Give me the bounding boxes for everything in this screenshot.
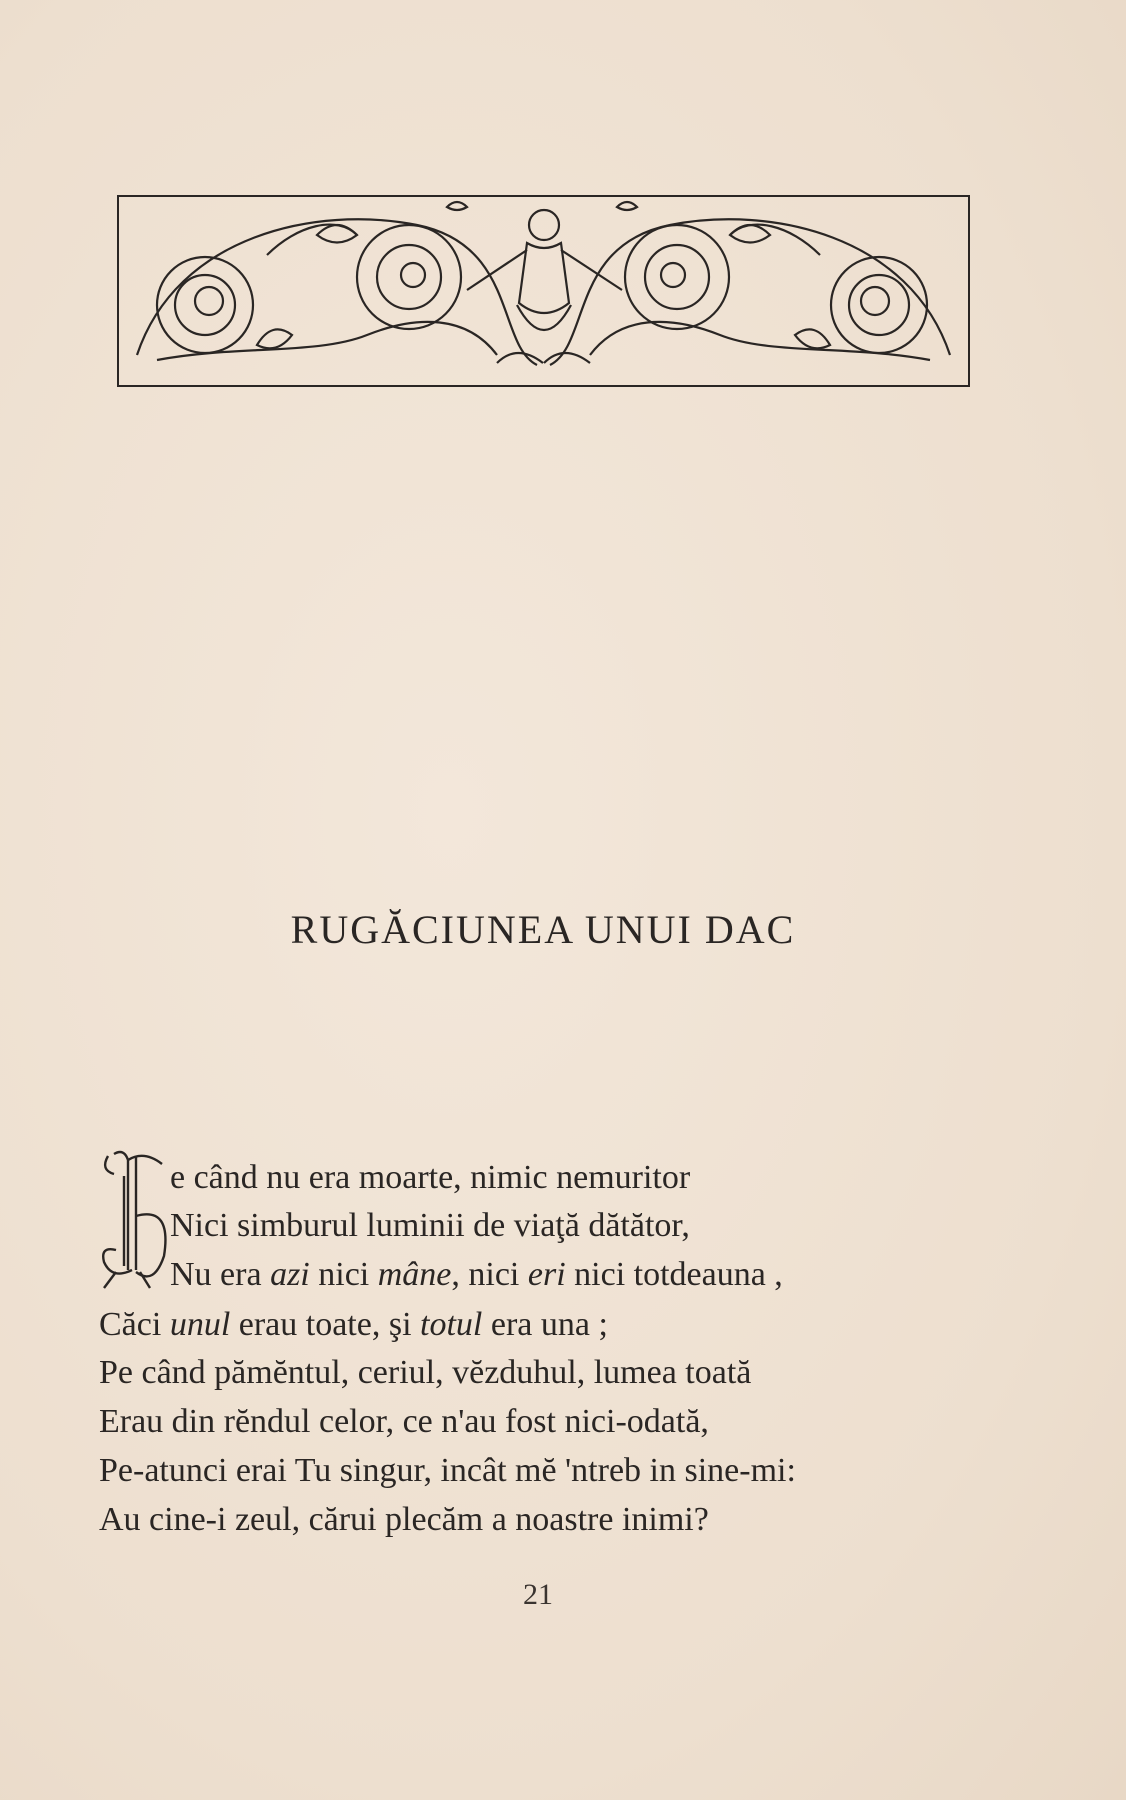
poem-line-2: Nici simburul luminii de viaţă dătător, — [170, 1207, 690, 1244]
poem-line-4: Căci unul erau toate, şi totul era una ; — [99, 1306, 608, 1343]
poem-line-8: Au cine-i zeul, cărui plecăm a noastre inimi? — [99, 1501, 709, 1538]
poem-line-1: e când nu era moarte, nimic nemuritor — [170, 1159, 691, 1196]
page-number: 21 — [523, 1578, 553, 1611]
poem-title: RUGĂCIUNEA UNUI DAC — [290, 907, 796, 952]
floral-scroll-icon — [117, 195, 970, 387]
poem-line-7: Pe-atunci erai Tu singur, incât mĕ 'ntreb in sine-mi: — [99, 1452, 796, 1489]
poem-line-5: Pe când pămĕntul, ceriul, vĕzduhul, lumea toată — [99, 1354, 752, 1391]
poem-line-6: Erau din rĕndul celor, ce n'au fost nici-odată, — [99, 1403, 709, 1440]
poem-line-3: Nu era azi nici mâne, nici eri nici totdeauna , — [170, 1256, 783, 1293]
ornate-initial-p-icon — [96, 1146, 172, 1290]
ornament-headpiece — [117, 195, 970, 387]
drop-cap-initial — [96, 1146, 172, 1290]
